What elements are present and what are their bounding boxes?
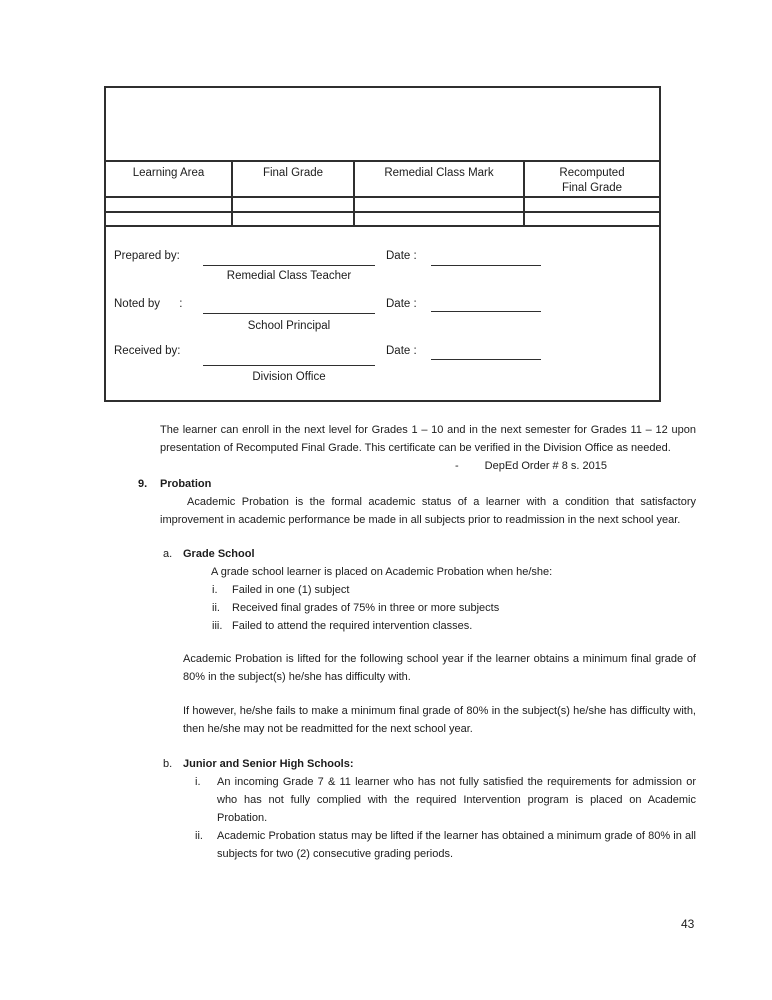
- item-a-marker: a.: [163, 548, 173, 560]
- body-text: [138, 421, 696, 863]
- col-header-remedial-class-mark: [355, 162, 525, 196]
- table-cell-empty: [106, 213, 233, 225]
- list-item-numeral: ii.: [212, 602, 220, 614]
- col-header-recomputed-final-grade: [525, 162, 659, 196]
- section-9-heading: [138, 475, 696, 493]
- probation-lifted-paragraph: Academic Probation is lifted for the following school year if the learner obtains a minimum final grade of 80% in the subject(s) he/she has difficulty with.: [183, 653, 696, 683]
- date-label: Date :: [386, 345, 417, 357]
- grade-school-list: [160, 581, 696, 635]
- remedial-class-teacher-caption: Remedial Class Teacher: [226, 270, 352, 282]
- col-header-final-grade: [233, 162, 355, 196]
- noted-by-label: Noted by :: [114, 298, 183, 310]
- date-blank-line: [431, 265, 541, 266]
- list-item-numeral: i.: [195, 776, 201, 788]
- attribution-line: [160, 457, 696, 475]
- list-item: [212, 581, 696, 599]
- date-label: Date :: [386, 298, 417, 310]
- item-a-title: Grade School: [183, 548, 255, 560]
- page-number: 43: [681, 917, 695, 931]
- enroll-paragraph: The learner can enroll in the next level for Grades 1 – 10 and in the next semester for Grades 11 – 12 upon presentation of Recomputed Final Grade. This certificate can be verified in the Division Office as needed.: [160, 424, 696, 454]
- section-title: Probation: [160, 478, 212, 490]
- table-cell-empty: [525, 213, 659, 225]
- col-header-learning-area: [106, 162, 233, 196]
- list-item-text: An incoming Grade 7 & 11 learner who has not fully satisfied the requirements for admission or who has not fully complied with the required Intervention program is placed on Academic Probation.: [217, 776, 696, 824]
- attribution-text: DepEd Order # 8 s. 2015: [484, 460, 607, 472]
- list-item-text: Failed to attend the required intervention classes.: [232, 620, 473, 632]
- list-item: [195, 773, 696, 827]
- item-b-marker: b.: [163, 758, 173, 770]
- col-header-label: Remedial Class Mark: [384, 167, 494, 179]
- grades-table-empty-row: [106, 198, 659, 213]
- table-cell-empty: [233, 213, 355, 225]
- grades-table-header-row: [106, 162, 659, 198]
- date-blank-line: [431, 311, 541, 312]
- high-school-list: [160, 773, 696, 863]
- col-header-label: Learning Area: [132, 167, 205, 179]
- list-item: [212, 599, 696, 617]
- received-by-signature-line: [203, 365, 375, 366]
- division-office-caption: Division Office: [252, 371, 326, 383]
- grade-school-intro: A grade school learner is placed on Academic Probation when he/she:: [211, 566, 553, 578]
- table-cell-empty: [355, 198, 525, 211]
- attribution-dash: -: [455, 460, 459, 472]
- form-title-blank-row: [106, 88, 659, 162]
- col-header-label: Recomputed Final Grade: [559, 167, 625, 194]
- noted-by-signature-line: [203, 313, 375, 314]
- probation-paragraph: Academic Probation is the formal academic status of a learner with a condition that satisfactory improvement in academic performance be made in all subjects prior to readmission in the next school year.: [160, 496, 696, 526]
- list-item-numeral: ii.: [195, 830, 203, 842]
- grades-table-empty-row: [106, 213, 659, 227]
- col-header-label: Final Grade: [262, 167, 324, 179]
- received-by-label: Received by:: [114, 345, 181, 357]
- section-number: 9.: [138, 478, 148, 490]
- item-b-heading: [163, 755, 696, 773]
- list-item: [195, 827, 696, 863]
- date-blank-line: [431, 359, 541, 360]
- table-cell-empty: [106, 198, 233, 211]
- list-item-text: Academic Probation status may be lifted if the learner has obtained a minimum grade of 80% in all subjects for two (2) consecutive grading periods.: [217, 830, 696, 860]
- list-item: [212, 617, 696, 635]
- list-item-text: Received final grades of 75% in three or more subjects: [232, 602, 500, 614]
- school-principal-caption: School Principal: [247, 320, 331, 332]
- item-b-title: Junior and Senior High Schools:: [183, 758, 354, 770]
- table-cell-empty: [525, 198, 659, 211]
- list-item-numeral: iii.: [212, 620, 223, 632]
- prepared-by-signature-line: [203, 265, 375, 266]
- item-a-heading: [163, 545, 696, 563]
- table-cell-empty: [233, 198, 355, 211]
- date-label: Date :: [386, 250, 417, 262]
- list-item-text: Failed in one (1) subject: [232, 584, 350, 596]
- table-cell-empty: [355, 213, 525, 225]
- prepared-by-label: Prepared by:: [114, 250, 180, 262]
- probation-fail-paragraph: If however, he/she fails to make a minimum final grade of 80% in the subject(s) he/she has difficulty with, then he/she may not be readmitted for the next school year.: [183, 705, 696, 735]
- list-item-numeral: i.: [212, 584, 218, 596]
- remedial-certificate-form: [104, 86, 661, 402]
